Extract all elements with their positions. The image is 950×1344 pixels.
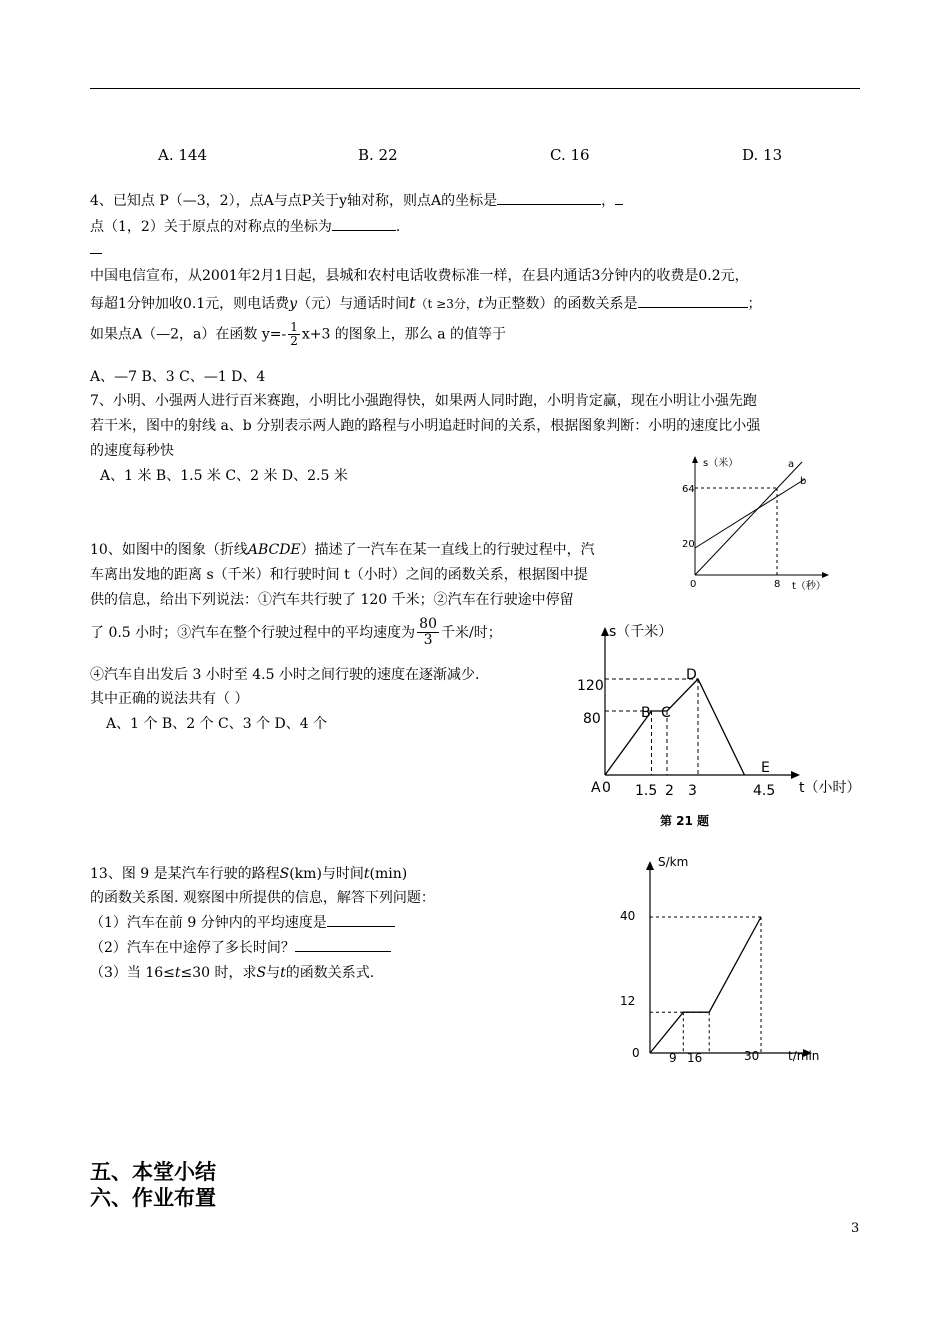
q13-sub2: [90, 940, 391, 957]
q13-sub3-b: ≤30 时，求: [180, 965, 257, 981]
chart10-caption: 第 21 题: [660, 814, 710, 828]
chart10-series-line: [605, 679, 745, 775]
point-text-b: x+3 的图象上，那么 a 的值等于: [301, 326, 507, 343]
chart-q10: [575, 622, 875, 837]
fraction-80-3: [417, 617, 439, 649]
chart13-xtick-30: 30: [744, 1049, 760, 1063]
point-question: [90, 321, 506, 348]
chart13-series-line: [650, 917, 761, 1053]
q4-blank-2[interactable]: [332, 230, 396, 231]
q10-abcde: ABCDE: [247, 542, 301, 558]
q4-line2-tail: .: [395, 219, 401, 235]
chart7-xtick-8: 8: [774, 579, 781, 590]
chart10-y-arrow: [601, 627, 609, 636]
chart13-ytick-12: 12: [620, 994, 636, 1008]
chart7-label-a: a: [788, 459, 795, 470]
q7-line2: 若干米，图中的射线 a、b 分别表示两人跑的路程与小明追赶时间的关系，根据图象判断：小明的速度比小强: [90, 418, 761, 434]
q13-sub3: [90, 965, 374, 982]
q4-blank-1b: [615, 204, 623, 205]
q4-line1: [90, 193, 623, 210]
chart13-y-arrow: [646, 861, 654, 870]
chart10-point-b: B: [641, 705, 651, 721]
telecom-text-b: （元）与通话时间: [297, 296, 410, 312]
q13-line1: [90, 866, 407, 883]
q7-line1: 7、小明、小强两人进行百米赛跑，小明比小强跑得快，如果两人同时跑，小明肯定赢，现在小明让小强先跑: [90, 393, 757, 409]
chart10-x-arrow: [791, 771, 800, 779]
frac-num: 1: [290, 320, 298, 334]
telecom-condition: （t ≥3分，: [415, 297, 478, 311]
q13-sub3-a: （3）当 16≤: [90, 965, 175, 981]
telecom-t-var2: t: [477, 296, 484, 312]
q13-sub3-d: 的函数关系式.: [285, 965, 375, 981]
chart7-ytick-20: 20: [682, 539, 695, 550]
option-a: A. 144: [158, 146, 207, 164]
q13-sub3-t2: t: [280, 965, 286, 981]
stray-dash: [90, 253, 102, 254]
chart10-xtick-1-5: 1.5: [635, 783, 658, 799]
chart10-xtick-3: 3: [688, 783, 697, 799]
q13-text-b: (km)与时间: [289, 866, 364, 882]
chart13-y-label: S/km: [658, 855, 689, 869]
chart10-point-a: A: [591, 780, 601, 796]
option-b: B. 22: [358, 146, 398, 164]
telecom-text-a: 每超1分钟加收0.1元，则电话费: [90, 296, 290, 312]
q10-text-a: 10、如图中的图象（折线: [90, 542, 248, 558]
chart13-xtick-9: 9: [669, 1051, 677, 1065]
point-text-a: 如果点A（—2，a）在函数 y=-: [90, 326, 287, 343]
q4-line2-text: 点（1，2）关于原点的对称点的坐标为: [90, 219, 332, 235]
chart7-label-b: b: [800, 476, 807, 487]
chart13-x-label: t/min: [788, 1049, 820, 1063]
q13-s-var: S: [279, 866, 290, 882]
q13-blank-2[interactable]: [295, 951, 391, 952]
chart10-point-c: C: [661, 705, 671, 721]
q4-line1-text: 4、已知点 P（—3，2），点A与点P关于y轴对称，则点A的坐标是: [90, 193, 498, 209]
frac-den: 2: [290, 334, 298, 349]
header-rule: [90, 88, 860, 89]
chart7-line-b: [695, 479, 805, 548]
q13-line2: 的函数关系图. 观察图中所提供的信息，解答下列问题：: [90, 890, 435, 906]
q13-text-c: (min): [369, 866, 408, 882]
telecom-line1: 中国电信宣布，从2001年2月1日起，县城和农村电话收费标准一样，在县内通话3分钟内的收费是0.2元，: [90, 268, 749, 284]
chart13-ytick-40: 40: [620, 909, 636, 923]
q7-line3: 的速度每秒快: [90, 443, 174, 459]
chart7-origin: 0: [690, 579, 697, 590]
chart10-point-e: E: [761, 760, 770, 776]
q13-sub3-c: 与: [266, 965, 281, 981]
q13-sub2-text: （2）汽车在中途停了多长时间？: [90, 940, 295, 956]
chart10-xtick-4-5: 4.5: [753, 783, 776, 799]
q13-blank-1[interactable]: [327, 926, 395, 927]
q13-sub3-t: t: [174, 965, 181, 981]
chart7-line-a: [695, 462, 802, 575]
q13-sub1-text: （1）汽车在前 9 分钟内的平均速度是: [90, 915, 327, 931]
option-c: C. 16: [550, 146, 590, 164]
chart-q7: [670, 450, 840, 590]
q10-line4-text-a: 了 0.5 小时；③汽车在整个行驶过程中的平均速度为: [90, 624, 416, 641]
q13-t-var: t: [363, 866, 370, 882]
telecom-t-var: t: [409, 293, 416, 312]
q10-line4-text-b: 千米/时；: [441, 624, 502, 641]
page-number: 3: [851, 1221, 860, 1236]
q10-line2: 车离出发地的距离 s（千米）和行驶时间 t（小时）之间的函数关系，根据图中提: [90, 567, 588, 583]
q13-text-a: 13、图 9 是某汽车行驶的路程: [90, 866, 280, 882]
q10-line6: 其中正确的说法共有（ ）: [90, 691, 249, 707]
chart10-ytick-80: 80: [583, 711, 601, 727]
chart7-y-label: s（米）: [703, 458, 739, 469]
telecom-tail: ；: [747, 296, 762, 312]
q4-line1-tail: ，: [601, 193, 616, 209]
q10-line3: 供的信息，给出下列说法：①汽车共行驶了 120 千米；②汽车在行驶途中停留: [90, 592, 574, 608]
section-homework: 六、作业布置: [90, 1186, 216, 1210]
q10-options: A、1 个 B、2 个 C、3 个 D、4 个: [106, 716, 328, 732]
q4-line2: [90, 219, 400, 236]
telecom-text-c: 为正整数）的函数关系是: [483, 296, 638, 312]
chart10-origin: 0: [602, 780, 611, 796]
chart-q13: [610, 850, 840, 1070]
q4-blank-1[interactable]: [497, 204, 601, 205]
chart10-xtick-2: 2: [665, 783, 674, 799]
telecom-line2: [90, 293, 762, 313]
chart10-point-d: D: [686, 667, 697, 683]
chart7-y-arrow: [692, 456, 698, 463]
chart10-y-label: s（千米）: [609, 624, 673, 640]
q10-line4: [90, 617, 502, 649]
q7-options: A、1 米 B、1.5 米 C、2 米 D、2.5 米: [100, 468, 348, 484]
chart13-origin: 0: [632, 1046, 640, 1060]
chart7-ytick-64: 64: [682, 484, 695, 495]
telecom-y-var: y: [289, 296, 298, 312]
option-d: D. 13: [742, 146, 783, 164]
fraction-one-half: [288, 321, 300, 348]
q10-text-b: ）描述了一汽车在某一直线上的行驶过程中，汽: [300, 542, 595, 558]
q13-sub3-s: S: [256, 965, 267, 981]
q13-sub1: [90, 915, 395, 932]
frac80-num: 80: [419, 616, 437, 632]
q10-line1: [90, 542, 595, 559]
chart7-x-arrow: [822, 572, 829, 578]
chart13-xtick-16: 16: [687, 1051, 703, 1065]
chart10-ytick-120: 120: [577, 678, 604, 694]
telecom-blank[interactable]: [638, 307, 748, 308]
chart10-x-label: t（小时）: [799, 780, 861, 796]
frac80-den: 3: [423, 632, 433, 649]
section-summary: 五、本堂小结: [90, 1160, 216, 1184]
point-options: A、—7 B、3 C、—1 D、4: [90, 369, 266, 385]
q10-line5: ④汽车自出发后 3 小时至 4.5 小时之间行驶的速度在逐渐减少.: [90, 667, 480, 683]
chart7-x-label: t（秒）: [792, 581, 826, 590]
